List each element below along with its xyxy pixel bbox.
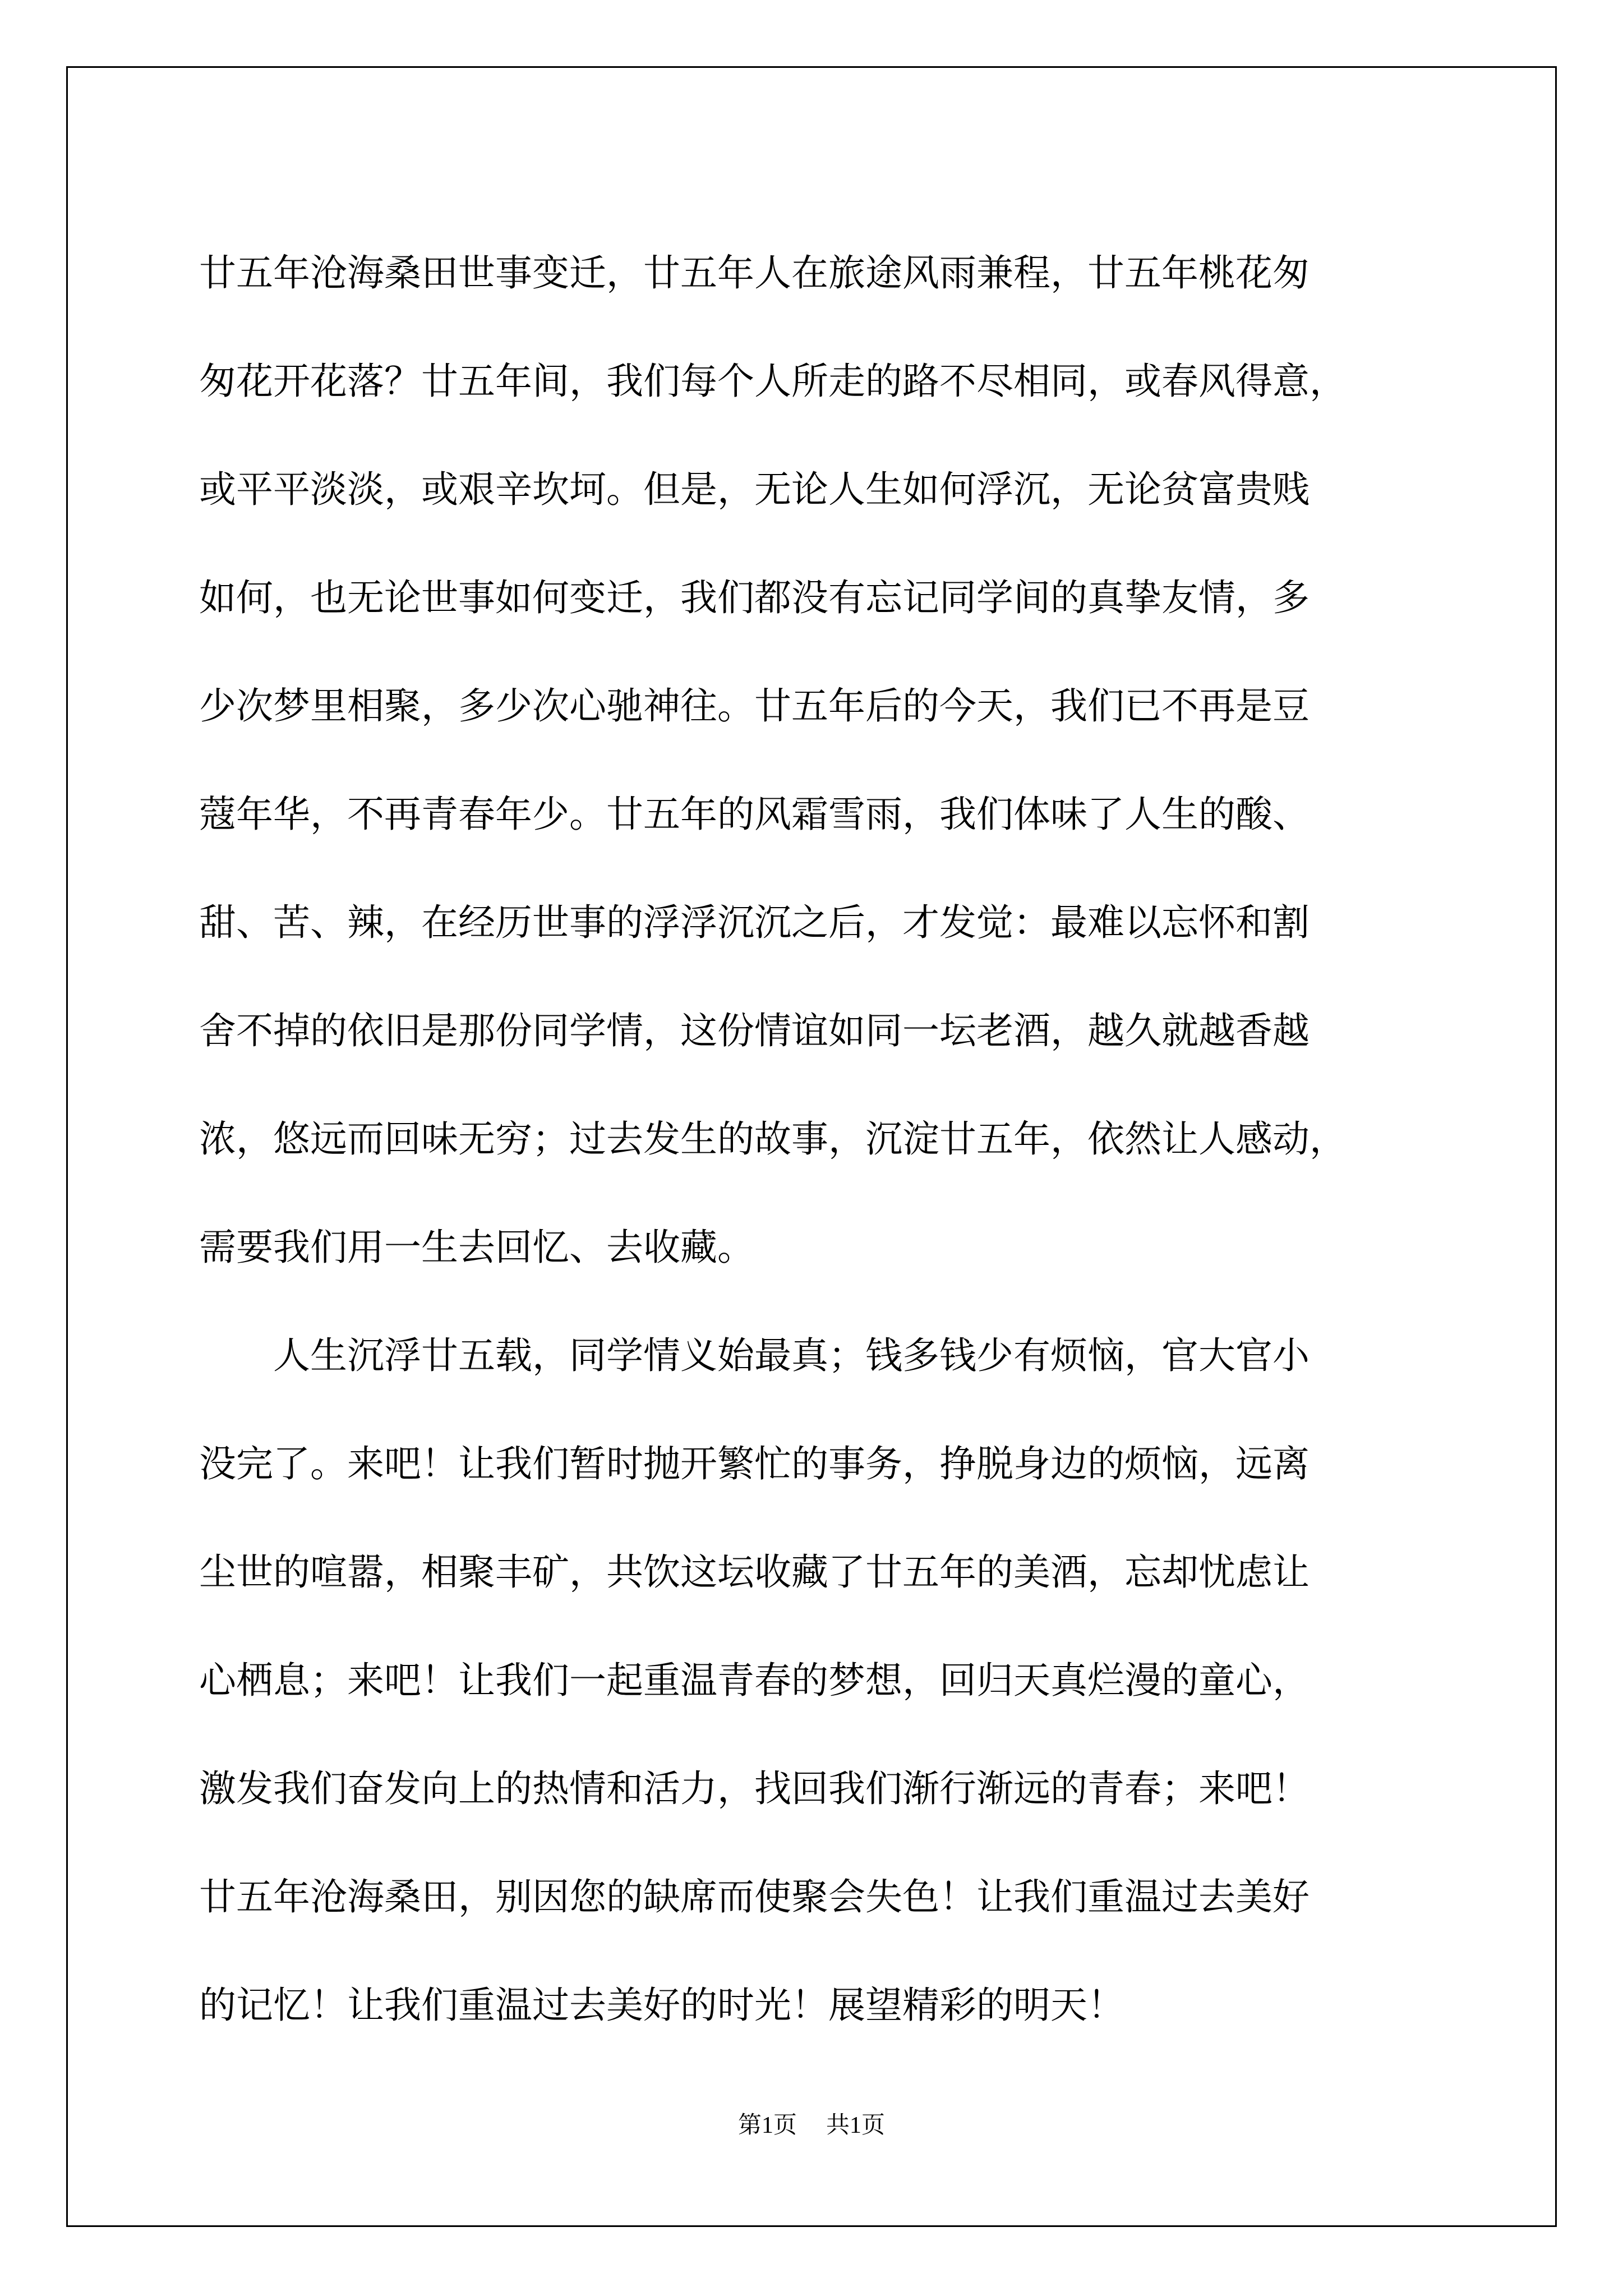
text-line: 舍不掉的依旧是那份同学情，这份情谊如同一坛老酒，越久就越香越 (199, 1009, 1310, 1052)
text-line: 尘世的喧嚣，相聚丰矿，共饮这坛收藏了廿五年的美酒，忘却忧虑让 (199, 1550, 1310, 1594)
text-line: 的记忆！让我们重温过去美好的时光！展望精彩的明天！ (199, 1984, 1124, 2027)
text-line: 激发我们奋发向上的热情和活力，找回我们渐行渐远的青春；来吧！ (199, 1767, 1310, 1810)
page-footer (0, 2106, 1623, 2140)
text-line: 廿五年沧海桑田世事变迁，廿五年人在旅途风雨兼程，廿五年桃花匆 (199, 251, 1310, 295)
text-line: 人生沉浮廿五载，同学情义始最真；钱多钱少有烦恼，官大官小 (199, 1334, 1310, 1377)
paragraph-1 (199, 219, 1461, 1301)
text-line: 需要我们用一生去回忆、去收藏。 (199, 1226, 754, 1269)
text-line: 没完了。来吧！让我们暂时抛开繁忙的事务，挣脱身边的烦恼，远离 (199, 1442, 1310, 1485)
document-body (199, 219, 1461, 2059)
text-line: 匆花开花落？廿五年间，我们每个人所走的路不尽相同，或春风得意， (199, 360, 1347, 403)
text-line: 少次梦里相聚，多少次心驰神往。廿五年后的今天，我们已不再是豆 (199, 684, 1310, 728)
text-line: 或平平淡淡，或艰辛坎坷。但是，无论人生如何浮沉，无论贫富贵贱 (199, 468, 1310, 511)
text-line: 心栖息；来吧！让我们一起重温青春的梦想，回归天真烂漫的童心， (199, 1659, 1310, 1702)
paragraph-2 (199, 1301, 1461, 2059)
text-line: 蔻年华，不再青春年少。廿五年的风霜雪雨，我们体味了人生的酸、 (199, 793, 1310, 836)
text-line: 廿五年沧海桑田，别因您的缺席而使聚会失色！让我们重温过去美好 (199, 1875, 1310, 1918)
text-line: 浓，悠远而回味无穷；过去发生的故事，沉淀廿五年，依然让人感动， (199, 1117, 1347, 1161)
text-line: 如何，也无论世事如何变迁，我们都没有忘记同学间的真挚友情，多 (199, 576, 1310, 619)
page-total: 共1页 (826, 2113, 886, 2138)
page-number: 第1页 (737, 2113, 797, 2138)
text-line: 甜、苦、辣，在经历世事的浮浮沉沉之后，才发觉：最难以忘怀和割 (199, 901, 1310, 944)
